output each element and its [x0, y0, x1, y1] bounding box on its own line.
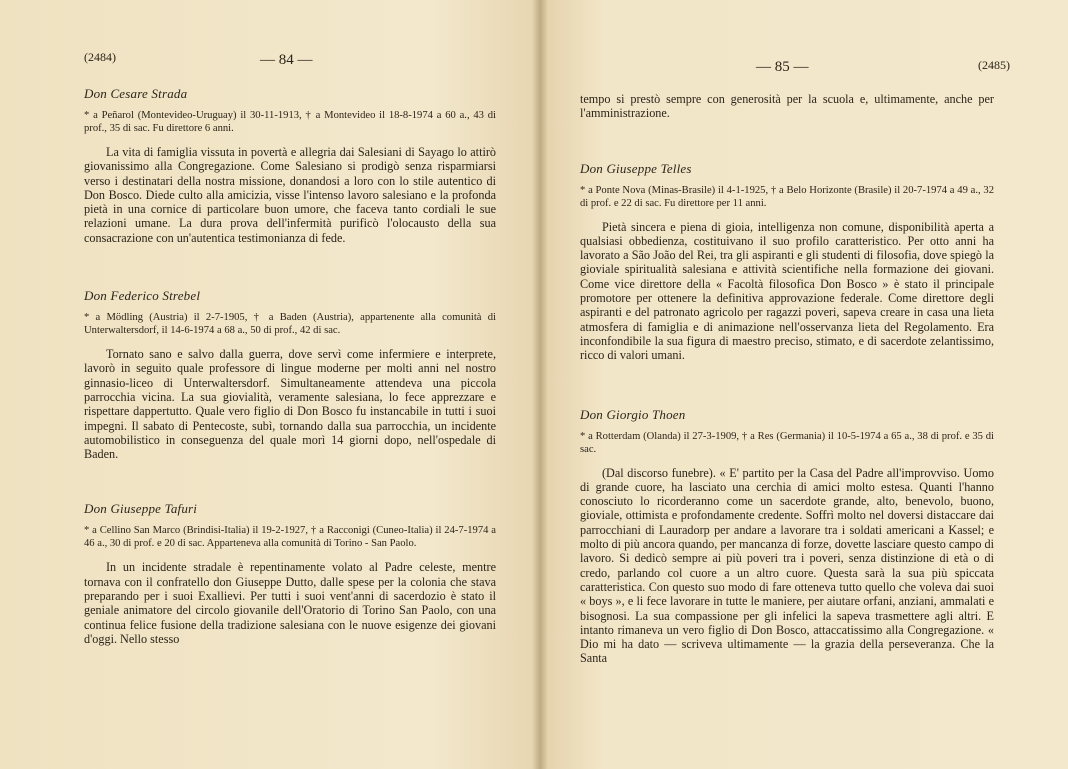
entry-text: (Dal discorso funebre). « E' partito per la Casa del Padre all'improvviso. Uomo di grande cuore, ha lasciato una cerchia di amici molto estesa. Quanti l'hanno conosciuto lo ricorderanno come un sacerdote grande, alto, benevolo, buono, gioviale, ottimista e profondamente credente. Soffrì molto nel doversi distaccare dai parrocchiani di Lauradorp per andare a lavorare tra i soldati americani a Kassel; e molto di più ancora quando, per mancanza di forze, dovette lasciare questo campo di lavoro. Si dedicò sempre ai più poveri tra i poveri, senza distinzione di età o di credo, parlando col cuore a un altro cuore. Questa sarà la sua più spiccata caratteristica. Con questo suo modo di fare otteneva tutto quello che voleva dai suoi « boys », e li fece lavorare in tutte le maniere, per aiutare orfani, anziani, ammalati e bisognosi. La sua compassione per gli infelici la sapeva trasmettere agli altri. E intanto rimaneva un vero figlio di Don Bosco, attaccatissimo alla Congregazione. « Dio mi ha dato — scriveva ultimamente — la grazia della perseveranza. Che la Santa	[580, 465, 994, 666]
entry-name: Don Giuseppe Tafuri	[84, 501, 198, 517]
entry-vitals: * a Rotterdam (Olanda) il 27-3-1909, † a Res (Germania) il 10-5-1974 a 65 a., 38 di prof. e 35 di sac.	[580, 430, 994, 455]
book-gutter-shadow	[532, 0, 548, 769]
entry-vitals: * a Mödling (Austria) il 2-7-1905, † a Baden (Austria), appartenente alla comunità di Unterwaltersdorf, il 14-6-1974 a 68 a., 50 di prof., 42 di sac.	[84, 312, 496, 337]
entry-text: Tornato sano e salvo dalla guerra, dove servì come infermiere e interprete, lavorò in seguito quale professore di lingue moderne per molti anni nel nostro ginnasio-liceo di Unterwaltersdorf. Simultaneamente attendeva una piccola parrocchia vicina. La sua giovialità, veramente salesiana, lo fece apprezzare e rispettare dappertutto. Quale vero figlio di Don Bosco fu instancabile in tutti i suoi impegni. Il sabato di Pentecoste, subì, tornando dalla sua parrocchia, un incidente automobilistico in conseguenza del quale morì 14 giorni dopo, nell'ospedale di Baden.	[84, 347, 496, 462]
left-page-number: — 84 —	[260, 52, 313, 68]
right-page-number: — 85 —	[756, 59, 809, 75]
entry-name: Don Cesare Strada	[84, 86, 188, 101]
entry-name: Don Giorgio Thoen	[580, 406, 686, 422]
entry-vitals: * a Peñarol (Montevideo-Uruguay) il 30-11-1913, † a Montevideo il 18-8-1974 a 60 a., 43 di prof., 35 di sac. Fu direttore 6 anni.	[84, 110, 496, 134]
obituary-entry	[84, 501, 496, 646]
left-page-header	[84, 50, 496, 72]
obituary-entry	[84, 86, 496, 245]
obituary-entry	[84, 288, 496, 461]
left-page-content	[84, 50, 496, 646]
right-page-header	[580, 56, 1010, 78]
entry-vitals: * a Ponte Nova (Minas-Brasile) il 4-1-1925, † a Belo Horizonte (Brasile) il 20-7-1974 a 49 a., 32 di prof. e 22 di sac. Fu direttore per 11 anni.	[580, 184, 994, 209]
entry-text: La vita di famiglia vissuta in povertà e allegria dai Salesiani di Sayago lo attirò giovanissimo alla Congregazione. Come Salesiano si prodigò senza risparmiarsi verso i destinatari della nostra missione, donandosi a loro con lo stile autentico di Don Bosco. Diede culto alla amicizia, visse l'intenso lavoro salesiano e la profonda pietà in una cornice di particolare buon umore, che faceva tanto cordiali le sue relazioni umane. La dura prova dell'infermità purificò l'olocausto della sua consacrazione con un'autentica testimonianza di fede.	[84, 145, 496, 245]
right-page-content	[580, 56, 1010, 666]
right-page	[540, 0, 1068, 769]
entry-vitals: * a Cellino San Marco (Brindisi-Italia) il 19-2-1927, † a Racconigi (Cuneo-Italia) il 24-7-1974 a 46 a., 30 di prof. e 20 di sac. Apparteneva alla comunità di Torino - San Paolo.	[84, 525, 496, 550]
entry-text: In un incidente stradale è repentinamente volato al Padre celeste, mentre tornava con il confratello don Giuseppe Dutto, dalle spese per la colonia che stava preparando per i suoi Exallievi. Per tutti i suoi vent'anni di sacerdozio è stato il geniale animatore del circolo giovanile dell'Oratorio di Torino San Paolo, con una continua felice fusione della tradizione salesiana con le nuove esigenze dei giovani d'oggi. Nello stesso	[84, 560, 496, 646]
entry-name: Don Giuseppe Telles	[580, 160, 692, 176]
continuation-text: tempo si prestò sempre con generosità per la scuola e, ultimamente, anche per l'amministrazione.	[580, 92, 994, 121]
right-page-code: (2485)	[978, 58, 1010, 72]
entry-text: Pietà sincera e piena di gioia, intelligenza non comune, disponibilità aperta a qualsiasi obbedienza, costituivano il suo profilo caratteristico. Per otto anni ha lavorato a São João del Rei, tra gli aspiranti e gli studenti di filosofia, dove spiegò la gioviale spiritualità salesiana e attività scientifiche nella formazione dei giovani. Come vice direttore della « Facoltà filosofica Don Bosco » è stato il principale promotore per ottenere la definitiva approvazione federale. Come direttore degli aspiranti e del patronato agricolo per ragazzi poveri, sapeva creare in casa una lieta atmosfera di famiglia e di animazione nell'osservanza lieta del Regolamento. Era inconfondibile la sua figura di maestro preciso, stimato, e di sacerdote zelantissimo, ricco di valori umani.	[580, 219, 994, 363]
obituary-entry	[580, 407, 994, 666]
entry-name: Don Federico Strebel	[84, 288, 201, 304]
obituary-entry	[580, 161, 994, 363]
left-page-code: (2484)	[84, 50, 116, 64]
